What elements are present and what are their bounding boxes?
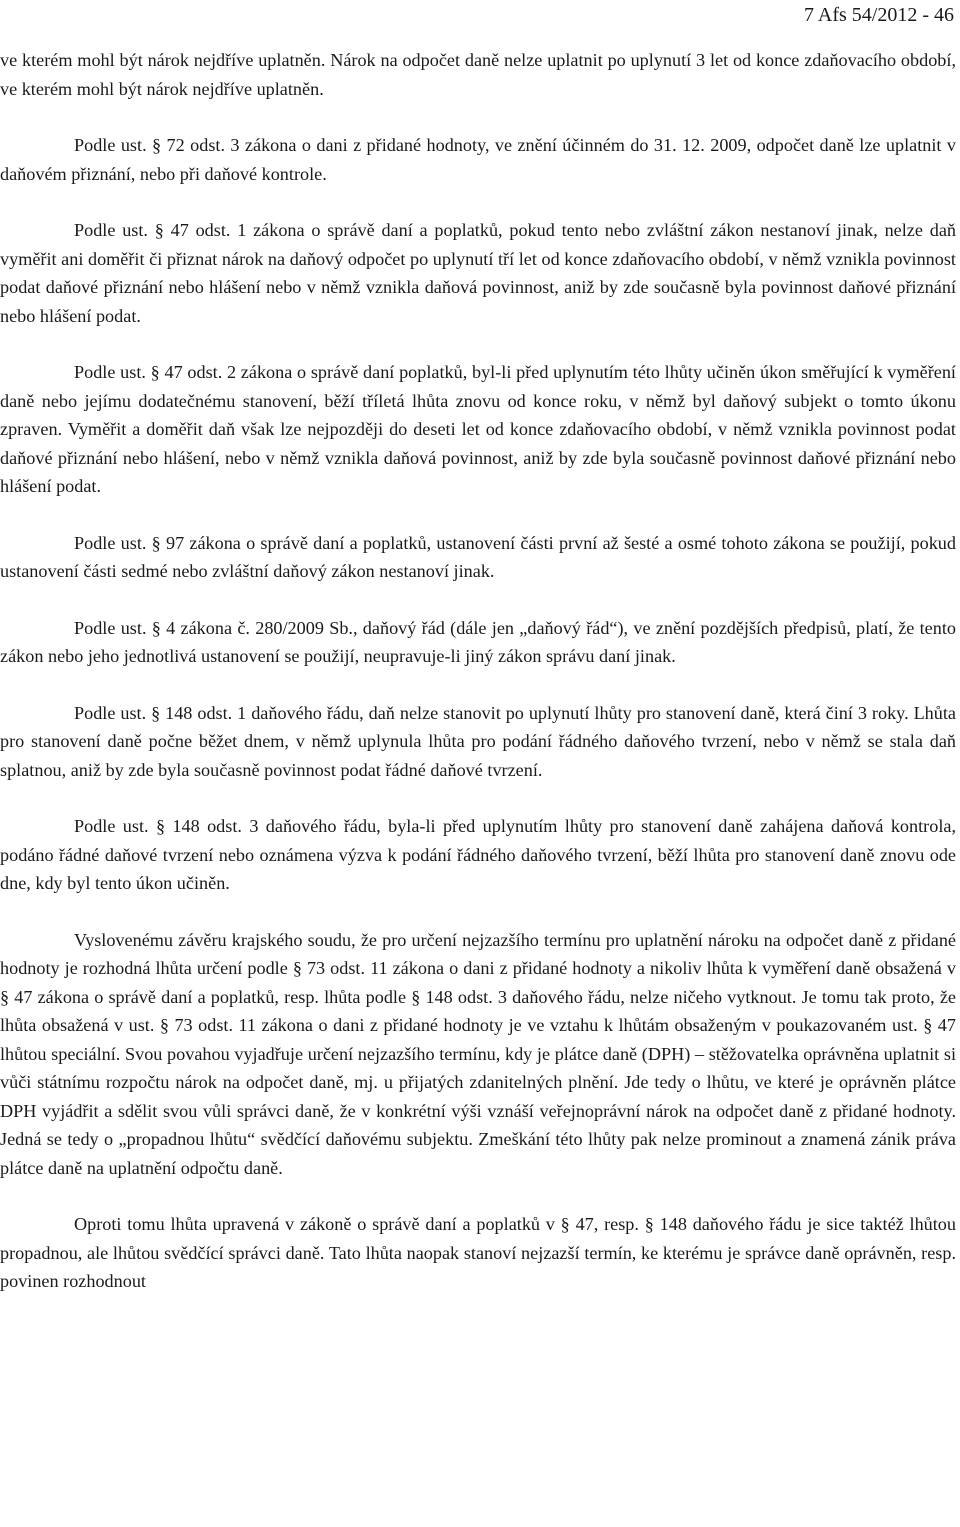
paragraph-47-1: Podle ust. § 47 odst. 1 zákona o správě daní a poplatků, pokud tento nebo zvláštní zákon nestanoví jinak, nelze daň vyměřit ani doměřit či přiznat nárok na daňový odpočet po uplynutí tří let od konce zdaňovacího období, v němž vznikla povinnost podat daňové přiznání nebo hlášení nebo v němž vznikla daňová povinnost, aniž by zde současně byla povinnost daňové přiznání nebo hlášení podat. [0,220,956,326]
paragraph-gap [0,330,956,358]
paragraph-gap [0,501,956,529]
paragraph-47-2: Podle ust. § 47 odst. 2 zákona o správě daní poplatků, byl-li před uplynutím této lhůty učiněn úkon směřující k vyměření daně nebo jejímu dodatečnému stanovení, běží tříletá lhůta znovu od konce roku, v němž byl daňový subjekt o tomto úkonu zpraven. Vyměřit a doměřit daň však lze nejpozději do deseti let od konce zdaňovacího období, v němž vznikla povinnost podat daňové přiznání nebo hlášení, nebo v němž vznikla daňová povinnost, aniž by zde byla současně povinnost daňové přiznání nebo hlášení podat. [0,362,956,496]
paragraph-gap [0,586,956,614]
paragraph-gap [0,898,956,926]
paragraph-gap [0,671,956,699]
paragraph-gap [0,784,956,812]
paragraph-contrast: Oproti tomu lhůta upravená v zákoně o správě daní a poplatků v § 47, resp. § 148 daňového řádu je sice taktéž lhůtou propadnou, ale lhůtou svědčící správci daně. Tato lhůta naopak stanoví nejzazší termín, ke kterému je správce daně oprávněn, resp. povinen rozhodnout [0,1214,956,1291]
paragraph-vat-72-3: Podle ust. § 72 odst. 3 zákona o dani z přidané hodnoty, ve znění účinném do 31. 12. 2009, odpočet daně lze uplatnit v daňovém přiznání, nebo při daňové kontrole. [0,135,956,184]
paragraph-gap [0,188,956,216]
paragraph-gap [0,1182,956,1210]
paragraph-148-1: Podle ust. § 148 odst. 1 daňového řádu, daň nelze stanovit po uplynutí lhůty pro stanovení daně, která činí 3 roky. Lhůta pro stanovení daně počne běžet dnem, v němž uplynula lhůta pro podání řádného daňového tvrzení, nebo v němž se stala daň splatnou, aniž by zde byla současně povinnost podat řádné daňové tvrzení. [0,702,956,780]
paragraph-148-3: Podle ust. § 148 odst. 3 daňového řádu, byla-li před uplynutím lhůty pro stanovení daně zahájena daňová kontrola, podáno řádné daňové tvrzení nebo oznámena výzva k podání řádného daňového tvrzení, běží lhůta pro stanovení daně znovu ode dne, kdy byl tento úkon učiněn. [0,816,956,893]
paragraph-continuation: ve kterém mohl být nárok nejdříve uplatněn. Nárok na odpočet daně nelze uplatnit po uplynutí 3 let od konce zdaňovacího období, ve kterém mohl být nárok nejdříve uplatněn. [0,50,956,99]
document-body [0,46,956,1296]
paragraph-gap [0,103,956,131]
paragraph-tax-code-4: Podle ust. § 4 zákona č. 280/2009 Sb., daňový řád (dále jen „daňový řád“), ve znění pozdějších předpisů, platí, že tento zákon nebo jeho jednotlivá ustanovení se použijí, neupravuje-li jiný zákon správu daní jinak. [0,617,956,666]
case-number: 7 Afs 54/2012 - 46 [804,4,954,26]
paragraph-97: Podle ust. § 97 zákona o správě daní a poplatků, ustanovení části první až šesté a osmé tohoto zákona se použijí, pokud ustanovení části sedmé nebo zvláštní daňový zákon nestanoví jinak. [0,532,956,581]
paragraph-court-conclusion: Vyslovenému závěru krajského soudu, že pro určení nejzazšího termínu pro uplatnění nároku na odpočet daně z přidané hodnoty je rozhodná lhůta určení podle § 73 odst. 11 zákona o dani z přidané hodnoty a nikoliv lhůta k vyměření daně obsažená v § 47 zákona o správě daní a poplatků, resp. lhůta podle § 148 odst. 3 daňového řádu, nelze ničeho vytknout. Je tomu tak proto, že lhůta obsažená v ust. § 73 odst. 11 zákona o dani z přidané hodnoty je ve vztahu k lhůtám obsaženým v poukazovaném ust. § 47 lhůtou speciální. Svou povahou vyjadřuje určení nejzazšího termínu, kdy je plátce daně (DPH) – stěžovatelka oprávněna uplatnit si vůči státnímu rozpočtu nárok na odpočet daně, mj. u přijatých zdanitelných plnění. Jde tedy o lhůtu, ve které je oprávněn plátce DPH vyjádřit a sdělit svou vůli správci daně, že v konkrétní výši vznáší veřejnoprávní nárok na odpočet daně z přidané hodnoty. Jedná se tedy o „propadnou lhůtu“ svědčící daňovému subjektu. Zmeškání této lhůty pak nelze prominout a znamená zánik práva plátce daně na uplatnění odpočtu daně. [0,929,956,1178]
